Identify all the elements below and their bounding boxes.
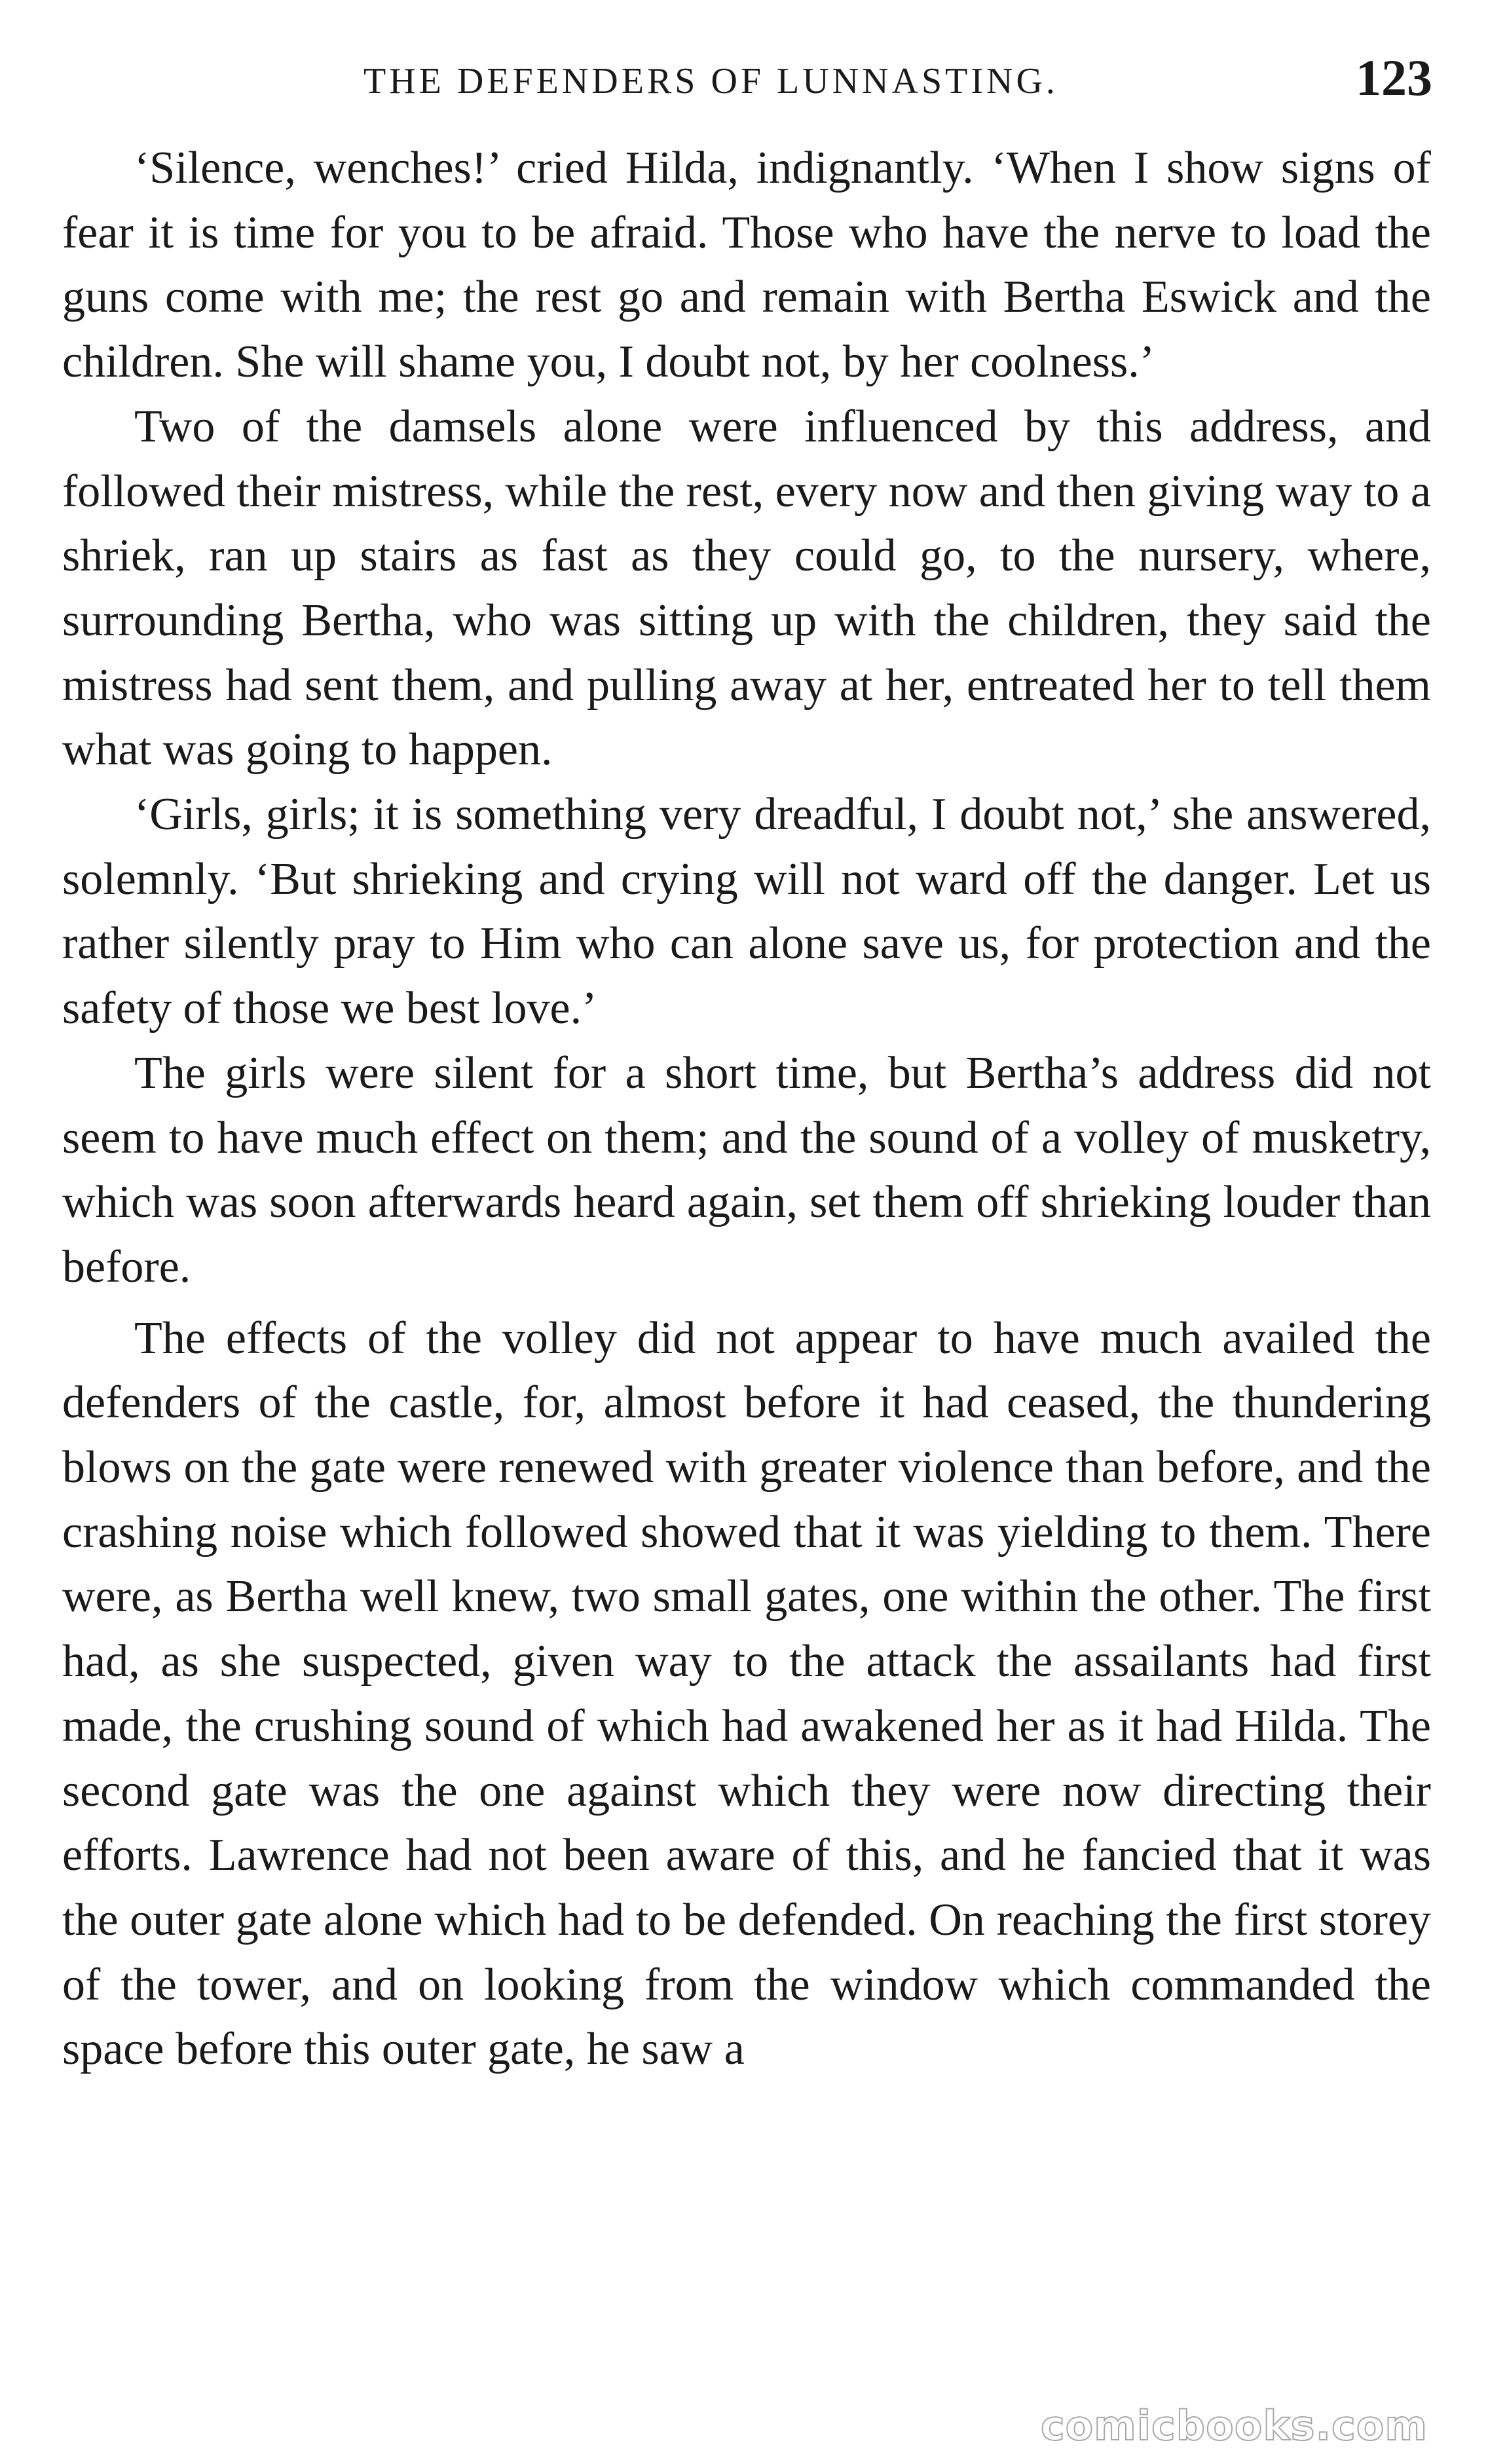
paragraph-2: Two of the damsels alone were influenced by this address, and followed their mistress, while the rest, every now and then giving way to a shriek, ran up stairs as fast as they could go, to the nursery, where, surrounding Bertha, who was sitting up with the children, they said the mistress had sent them, and pulling away at her, entreated her to tell them what was going to happen. xyxy=(62,401,1431,775)
running-head xyxy=(62,48,1438,121)
running-title: THE DEFENDERS OF LUNNASTING. xyxy=(363,61,1058,102)
paragraph-5: The effects of the volley did not appear to have much availed the defenders of the castle, for, almost before it had ceased, the thundering blows on the gate were renewed with greater violence than before, and the crashing noise which followed showed that it was yielding to them. There were, as Bertha well knew, two small gates, one within the other. The first had, as she suspected, given way to the attack the assailants had first made, the crushing sound of which had awakened her as it had Hilda. The second gate was the one against which they were now directing their efforts. Lawrence had not been aware of this, and he fancied that it was the outer gate alone which had to be defended. On reaching the first storey of the tower, and on looking from the window which commanded the space before this outer gate, he saw a xyxy=(62,1313,1431,2075)
paragraph-1: ‘Silence, wenches!’ cried Hilda, indignantly. ‘When I show signs of fear it is time for you to be afraid. Those who have the nerve to load the guns come with me; the rest go and remain with Bertha Eswick and the children. She will shame you, I doubt not, by her coolness.’ xyxy=(62,143,1431,388)
body-text xyxy=(62,136,1431,2082)
watermark-logo: comicbooks.com xyxy=(1040,2402,1428,2450)
paragraph-4: The girls were silent for a short time, but Bertha’s address did not seem to have much effect on them; and the sound of a volley of musketry, which was soon afterwards heard again, set them off shrieking louder than before. xyxy=(62,1047,1431,1292)
paragraph-3: ‘Girls, girls; it is something very dreadful, I doubt not,’ she answered, solemnly. ‘But shrieking and crying will not ward off the danger. Let us rather silently pray to Him who can alone save us, for protection and the safety of those we best love.’ xyxy=(62,789,1431,1034)
page-number: 123 xyxy=(1356,49,1432,106)
